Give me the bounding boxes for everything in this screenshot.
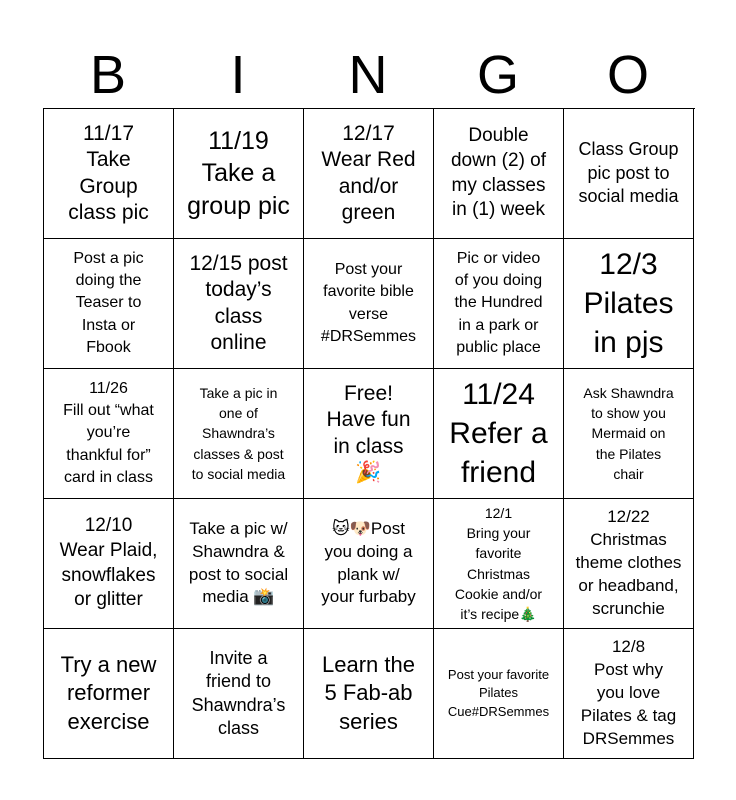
cell-text: Class Group pic post to social media <box>578 139 679 207</box>
cell-text: Post a pic doing the Teaser to Insta or Fbook <box>73 249 144 357</box>
bingo-cell-r5c2[interactable] <box>174 629 304 759</box>
cell-text: Pic or video of you doing the Hundred in a park or public place <box>454 249 543 357</box>
cell-text: Double down (2) of my classes in (1) week <box>450 125 547 221</box>
header-letter-i: I <box>230 45 246 105</box>
bingo-cell-r2c5[interactable] <box>564 239 694 369</box>
cell-text: Ask Shawndra to show you Mermaid on the Pilates chair <box>583 384 674 482</box>
bingo-cell-r4c3[interactable] <box>304 499 434 629</box>
bingo-cell-r4c2[interactable] <box>174 499 304 629</box>
cell-text: 12/17 Wear Red and/or green <box>321 122 416 224</box>
bingo-cell-r3c5[interactable] <box>564 369 694 499</box>
cell-text: 12/15 post today’s class online <box>189 252 288 354</box>
cell-text: Take a pic w/ Shawndra & post to social media 📸 <box>188 518 289 607</box>
cell-text: 11/19 Take a group pic <box>187 126 290 220</box>
bingo-cell-r4c5[interactable] <box>564 499 694 629</box>
bingo-cell-r5c1[interactable] <box>44 629 174 759</box>
cell-text: Free! Have fun in class 🎉 <box>326 382 411 484</box>
cell-text: Invite a friend to Shawndra’s class <box>191 647 286 738</box>
bingo-cell-r3c4[interactable] <box>434 369 564 499</box>
bingo-cell-r1c1[interactable] <box>44 109 174 239</box>
cell-text: 12/10 Wear Plaid, snowflakes or glitter <box>59 515 158 611</box>
bingo-cell-r2c1[interactable] <box>44 239 174 369</box>
cell-text: 12/3 Pilates in pjs <box>583 248 674 359</box>
bingo-cell-r1c2[interactable] <box>174 109 304 239</box>
free-space-cell[interactable] <box>304 369 434 499</box>
bingo-cell-r1c4[interactable] <box>434 109 564 239</box>
cell-text: Post your favorite Pilates Cue#DRSemmes <box>447 667 550 719</box>
bingo-cell-r1c5[interactable] <box>564 109 694 239</box>
cell-text: 12/1 Bring your favorite Christmas Cookie and/or it’s recipe🎄 <box>454 504 543 623</box>
cell-text: Try a new reformer exercise <box>60 651 157 734</box>
cell-text: 11/24 Refer a friend <box>449 378 548 489</box>
bingo-cell-r2c3[interactable] <box>304 239 434 369</box>
bingo-cell-r5c5[interactable] <box>564 629 694 759</box>
bingo-cell-r5c3[interactable] <box>304 629 434 759</box>
cell-text: 12/8 Post why you love Pilates & tag DRSemmes <box>580 637 677 748</box>
header-letter-g: G <box>476 45 519 105</box>
cell-text: Take a pic in one of Shawndra’s classes & post to social media <box>191 384 286 482</box>
bingo-cell-r3c2[interactable] <box>174 369 304 499</box>
cell-text: Post your favorite bible verse #DRSemmes <box>320 260 417 345</box>
bingo-cell-r4c1[interactable] <box>44 499 174 629</box>
header-letter-o: O <box>606 45 649 105</box>
bingo-header <box>43 42 693 108</box>
bingo-cell-r2c4[interactable] <box>434 239 564 369</box>
cell-text: 11/17 Take Group class pic <box>68 122 149 224</box>
cell-text: 🐱🐶Post you doing a plank w/ your furbaby <box>321 518 416 607</box>
header-letter-n: N <box>348 45 388 105</box>
bingo-grid <box>43 108 695 759</box>
bingo-cell-r2c2[interactable] <box>174 239 304 369</box>
bingo-cell-r1c3[interactable] <box>304 109 434 239</box>
header-letter-b: B <box>89 45 127 105</box>
cell-text: Learn the 5 Fab-ab series <box>322 651 415 734</box>
cell-text: 11/26 Fill out “what you’re thankful for” card in class <box>63 379 154 487</box>
bingo-cell-r4c4[interactable] <box>434 499 564 629</box>
bingo-cell-r3c1[interactable] <box>44 369 174 499</box>
cell-text: 12/22 Christmas theme clothes or headband, scrunchie <box>575 507 682 618</box>
bingo-cell-r5c4[interactable] <box>434 629 564 759</box>
